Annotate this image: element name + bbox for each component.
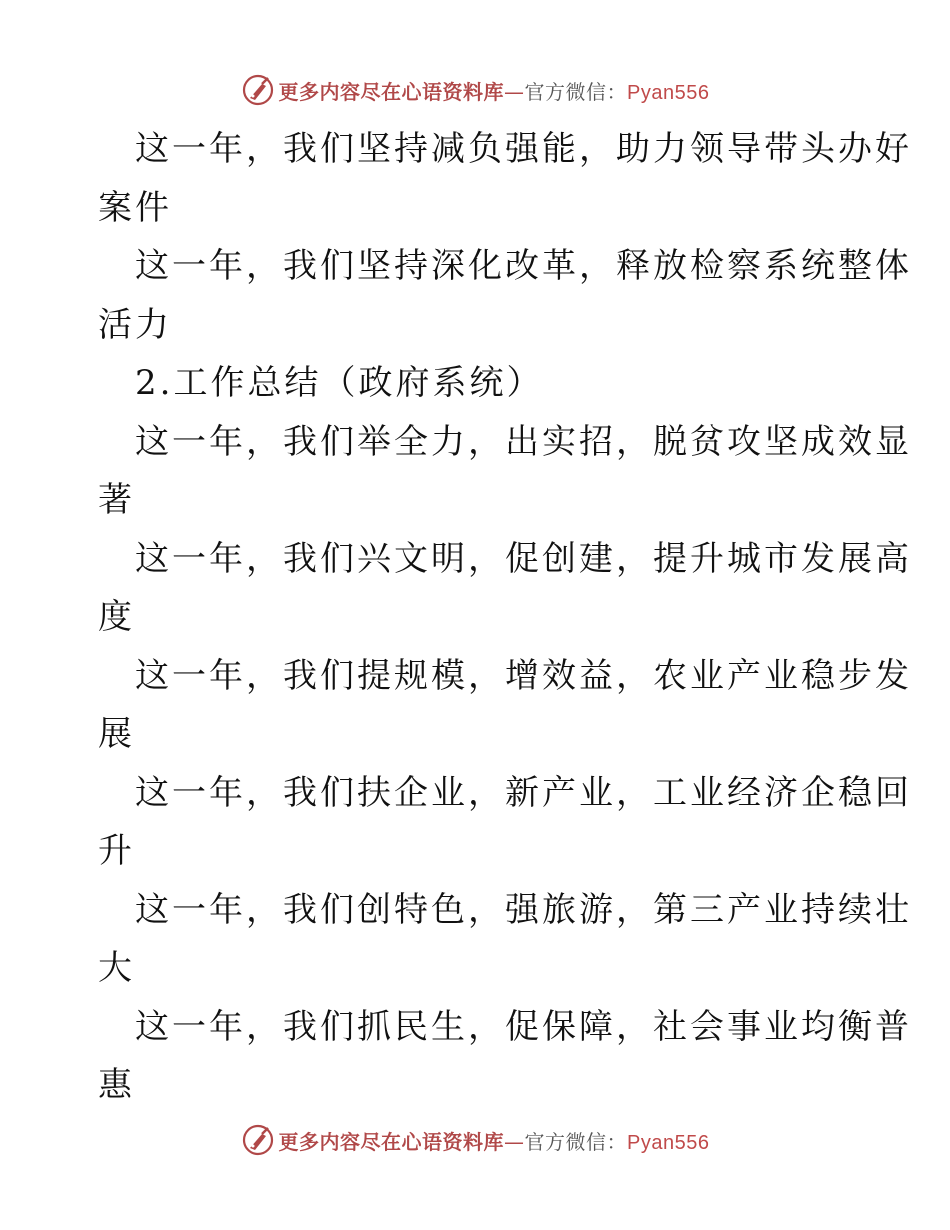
header-watermark-banner bbox=[0, 70, 950, 110]
banner-wechat-id: Pyan556 bbox=[627, 81, 710, 104]
text-line: 展 bbox=[98, 714, 135, 754]
text-line: 惠 bbox=[98, 1065, 135, 1105]
text-line: 著 bbox=[98, 480, 135, 520]
text-line: 升 bbox=[98, 831, 135, 871]
text-line: 活力 bbox=[98, 304, 172, 345]
banner-title: 更多内容尽在心语资料库 bbox=[278, 79, 505, 104]
banner-wechat-label: 官方微信： bbox=[524, 1129, 628, 1154]
text-line: 大 bbox=[98, 948, 135, 988]
text-line: 这一年，我们创特色，强旅游，第三产业持续壮 bbox=[135, 889, 912, 930]
text-line: 这一年，我们扶企业，新产业，工业经济企稳回 bbox=[135, 772, 912, 813]
banner-dash: — bbox=[504, 1129, 525, 1154]
banner-wechat-id: Pyan556 bbox=[627, 1131, 710, 1154]
text-line: 这一年，我们坚持深化改革，释放检察系统整体 bbox=[135, 246, 912, 286]
text-line: 这一年，我们兴文明，促创建，提升城市发展高 bbox=[135, 538, 912, 579]
banner-title: 更多内容尽在心语资料库 bbox=[278, 1129, 505, 1154]
pen-logo-icon bbox=[241, 73, 275, 107]
text-line: 2.工作总结（政府系统） bbox=[135, 363, 544, 403]
banner-wechat-label: 官方微信： bbox=[524, 79, 628, 104]
text-line: 案件 bbox=[98, 187, 172, 228]
text-line: 这一年，我们提规模，增效益，农业产业稳步发 bbox=[135, 655, 912, 696]
pen-logo-icon bbox=[241, 1123, 275, 1157]
text-line: 这一年，我们抓民生，促保障，社会事业均衡普 bbox=[135, 1006, 912, 1047]
banner-dash: — bbox=[504, 79, 525, 104]
text-line: 度 bbox=[98, 597, 135, 637]
footer-watermark-banner bbox=[0, 1120, 950, 1160]
text-line: 这一年，我们举全力，出实招，脱贫攻坚成效显 bbox=[135, 421, 912, 462]
text-line: 这一年，我们坚持减负强能，助力领导带头办好 bbox=[135, 129, 912, 169]
document-body bbox=[98, 120, 912, 1115]
